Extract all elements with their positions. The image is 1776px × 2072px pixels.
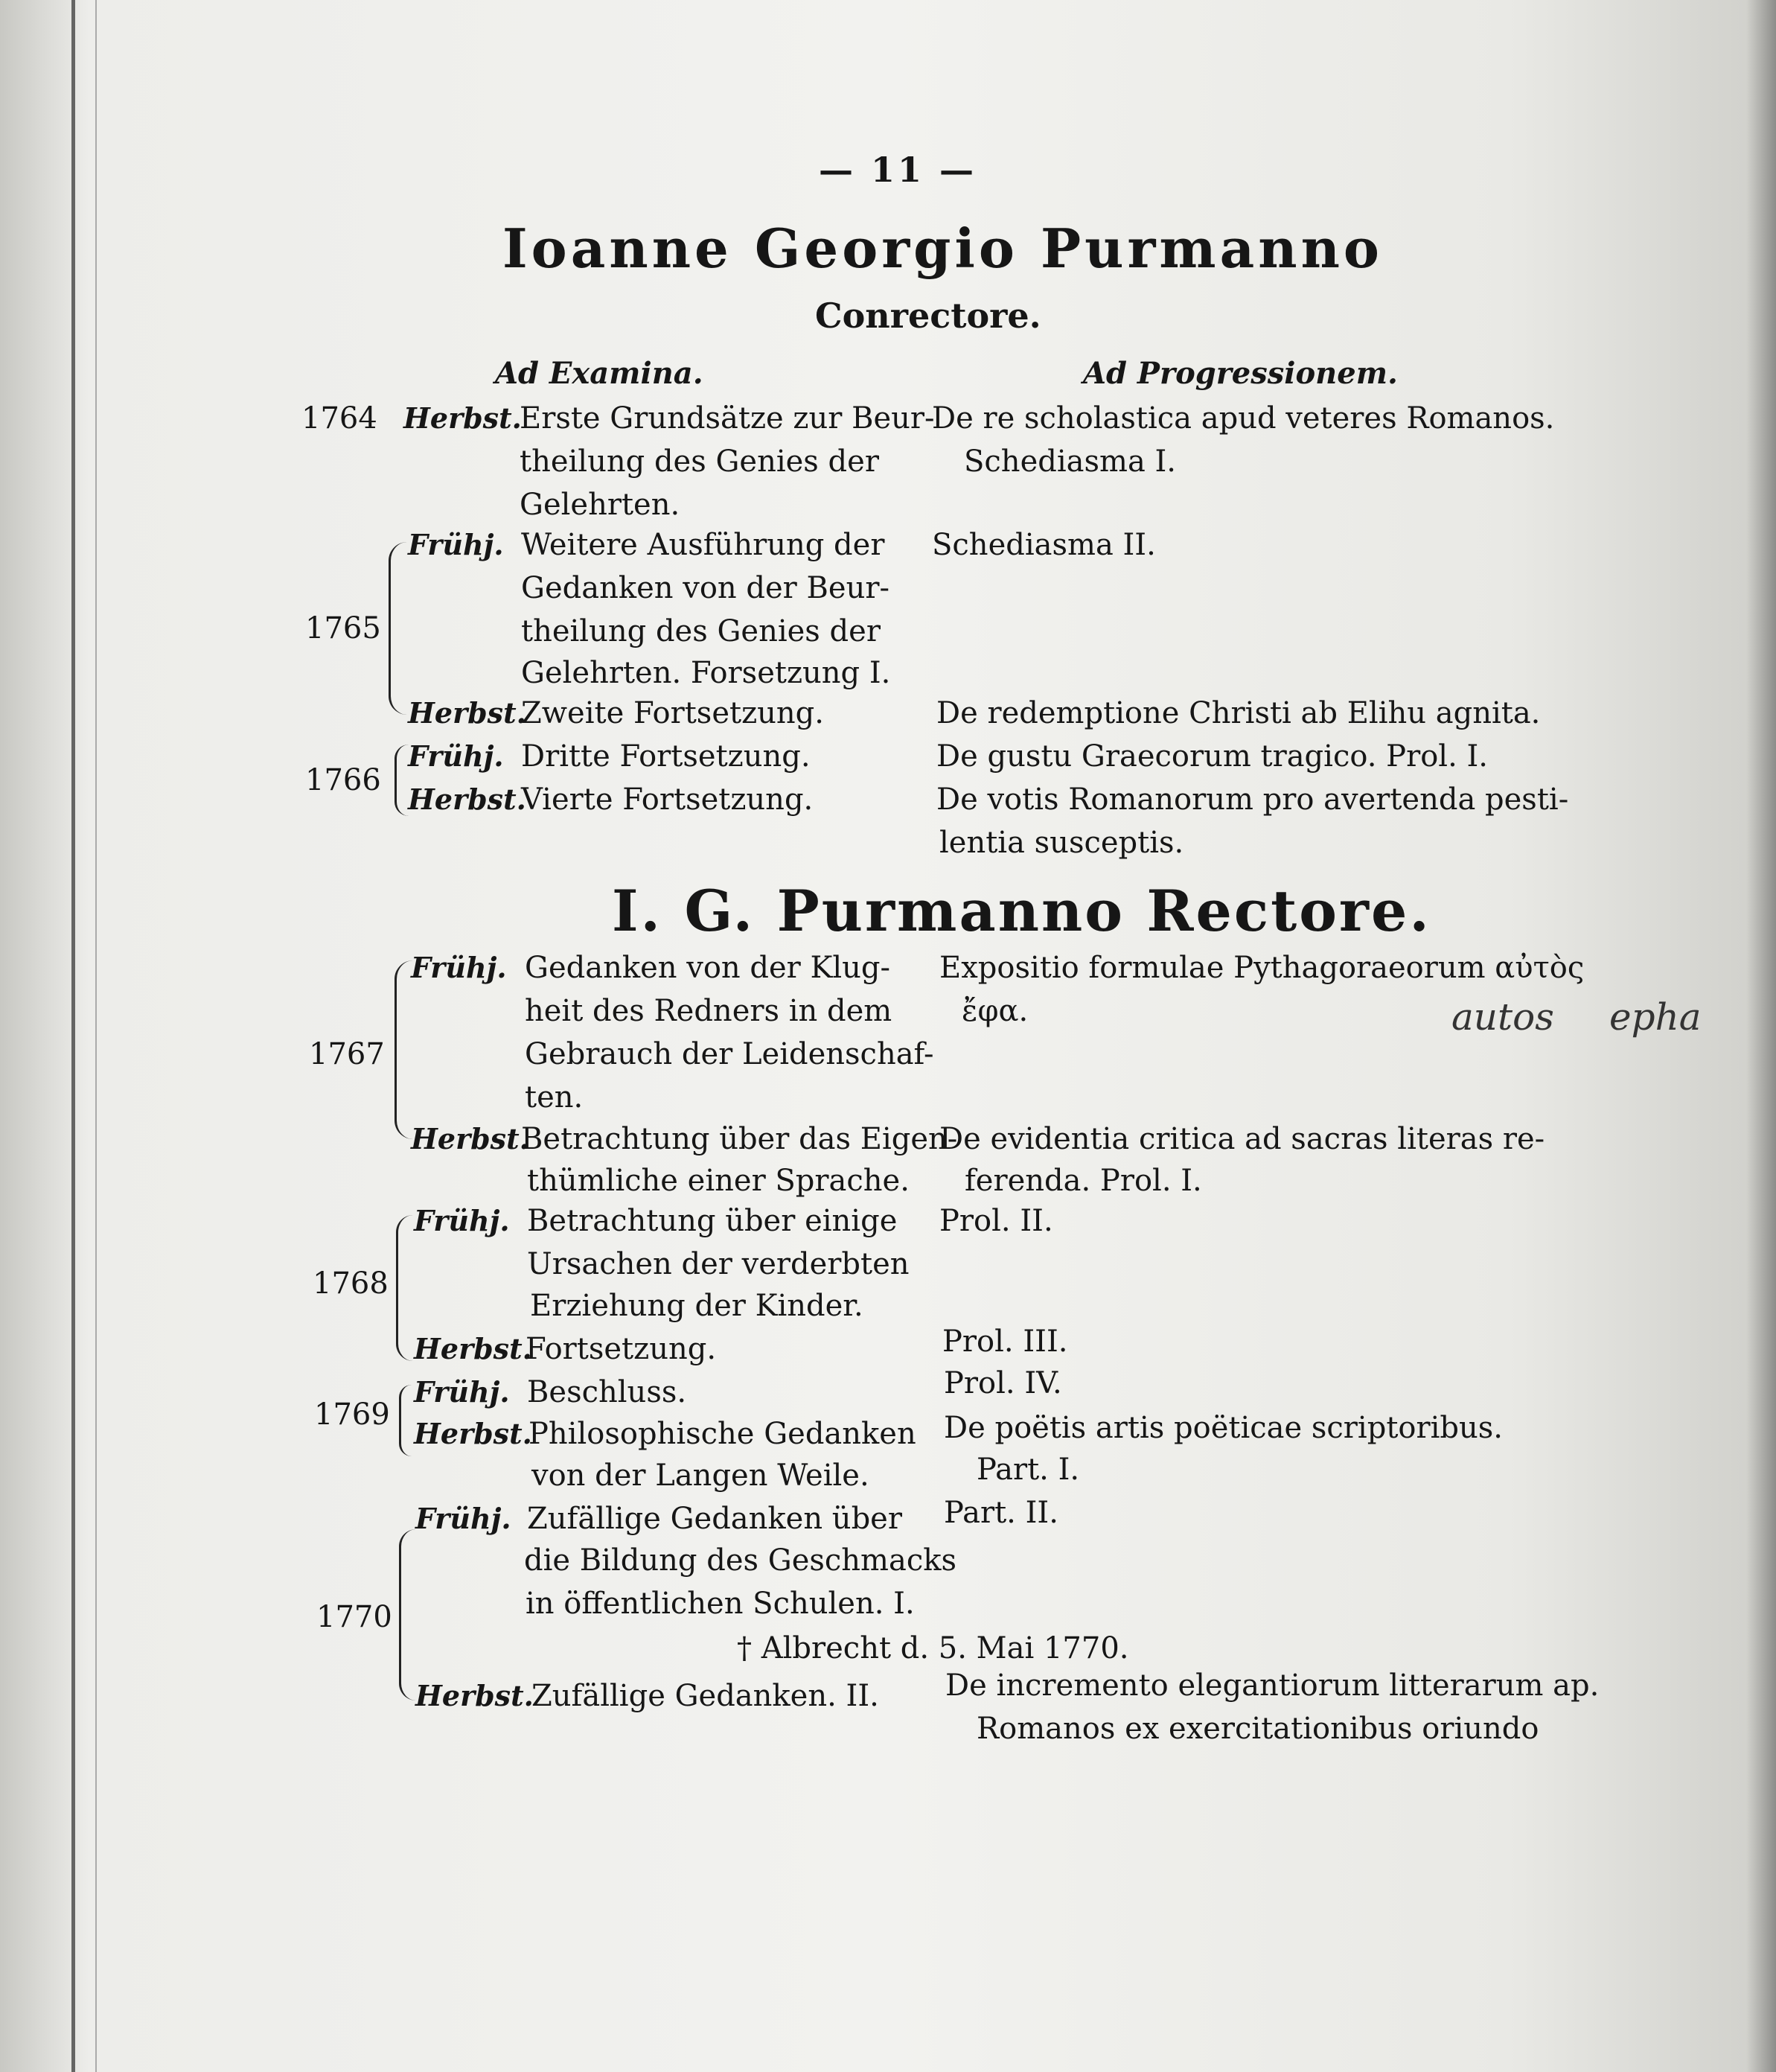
entry-german: heit des Redners in dem: [525, 994, 892, 1028]
entry-german: die Bildung des Geschmacks: [524, 1543, 956, 1578]
entry-german: Gedanken von der Klug-: [525, 951, 891, 985]
season-label: Herbst.: [411, 1122, 529, 1155]
death-note: † Albrecht d. 5. Mai 1770.: [737, 1631, 1129, 1665]
entry-german: Gelehrten. Forsetzung I.: [521, 656, 891, 690]
entry-german: Betrachtung über das Eigen-: [521, 1122, 958, 1156]
season-label: Herbst.: [414, 1332, 532, 1365]
section-subtitle: Conrectore.: [815, 296, 1041, 336]
binding-gutter: [71, 0, 75, 2072]
entry-german: Betrachtung über einige: [527, 1204, 898, 1238]
entry-german: Fortsetzung.: [526, 1332, 717, 1366]
entry-german: ten.: [525, 1080, 584, 1115]
entry-german: Zufällige Gedanken über: [527, 1502, 902, 1536]
entry-latin: lentia susceptis.: [939, 826, 1184, 860]
entry-latin: Part. II.: [944, 1496, 1058, 1530]
brace: [389, 542, 407, 715]
entry-latin: ἔφα.: [962, 994, 1029, 1028]
brace: [399, 1385, 412, 1456]
year-label: 1767: [309, 1037, 385, 1071]
entry-german: thümliche einer Sprache.: [527, 1164, 910, 1198]
section-title: I. G. Purmanno Rectore.: [612, 878, 1431, 944]
season-label: Herbst.: [403, 401, 522, 435]
season-label: Frühj.: [414, 1204, 510, 1237]
brace: [395, 745, 409, 816]
entry-latin: Prol. IV.: [944, 1366, 1062, 1400]
column-heading-right: Ad Progressionem.: [1083, 356, 1398, 391]
entry-latin: ferenda. Prol. I.: [965, 1164, 1202, 1198]
brace: [399, 1529, 416, 1700]
entry-latin: Schediasma II.: [932, 528, 1156, 562]
entry-latin: Schediasma I.: [964, 444, 1177, 479]
season-label: Herbst.: [408, 782, 526, 816]
section-title: Ioanne Georgio Purmanno: [502, 217, 1383, 280]
handwritten-note: autos: [1451, 995, 1554, 1039]
entry-german: Erste Grundsätze zur Beur-: [520, 401, 935, 436]
season-label: Frühj.: [414, 1375, 510, 1409]
entry-german: Zufällige Gedanken. II.: [531, 1679, 879, 1713]
year-label: 1768: [313, 1266, 389, 1301]
year-label: 1769: [314, 1397, 390, 1432]
handwritten-note: epha: [1609, 995, 1702, 1039]
entry-latin: Part. I.: [977, 1453, 1080, 1487]
year-label: 1770: [316, 1600, 392, 1634]
season-label: Herbst.: [414, 1417, 532, 1450]
entry-german: von der Langen Weile.: [531, 1459, 869, 1493]
entry-latin: Expositio formulae Pythagoraeorum αὐτὸς: [939, 951, 1585, 985]
year-label: 1766: [305, 763, 381, 797]
page-edge-shadow: [1746, 0, 1776, 2072]
entry-latin: De gustu Graecorum tragico. Prol. I.: [936, 739, 1489, 774]
entry-german: in öffentlichen Schulen. I.: [526, 1587, 915, 1621]
entry-latin: Romanos ex exercitationibus oriundo: [977, 1712, 1539, 1746]
entry-latin: Prol. III.: [942, 1325, 1068, 1359]
binding-line: [95, 0, 97, 2072]
entry-german: theilung des Genies der: [520, 444, 879, 479]
entry-german: Philosophische Gedanken: [528, 1417, 916, 1451]
entry-german: Beschluss.: [527, 1375, 687, 1409]
year-label: 1764: [301, 401, 377, 436]
entry-latin: De redemptione Christi ab Elihu agnita.: [936, 696, 1541, 730]
entry-latin: De poëtis artis poëticae scriptoribus.: [944, 1411, 1503, 1445]
season-label: Frühj.: [408, 739, 504, 773]
season-label: Frühj.: [408, 528, 504, 561]
entry-german: Ursachen der verderbten: [527, 1247, 910, 1281]
year-label: 1765: [305, 611, 381, 645]
season-label: Herbst.: [415, 1679, 534, 1712]
column-heading-left: Ad Examina.: [495, 356, 703, 391]
entry-latin: De evidentia critica ad sacras literas re-: [939, 1122, 1545, 1156]
entry-latin: De re scholastica apud veteres Romanos.: [932, 401, 1555, 436]
entry-german: Dritte Fortsetzung.: [521, 739, 811, 774]
entry-german: theilung des Genies der: [521, 614, 881, 648]
season-label: Herbst.: [408, 696, 526, 730]
entry-latin: Prol. II.: [939, 1204, 1053, 1238]
brace: [396, 1215, 413, 1361]
entry-german: Zweite Fortsetzung.: [521, 696, 824, 730]
entry-german: Weitere Ausführung der: [521, 528, 885, 562]
entry-german: Gebrauch der Leidenschaf-: [525, 1037, 934, 1071]
entry-german: Gelehrten.: [520, 488, 680, 522]
page-number: — 11 —: [819, 150, 977, 190]
entry-latin: De votis Romanorum pro avertenda pesti-: [936, 782, 1569, 817]
entry-german: Vierte Fortsetzung.: [521, 782, 814, 817]
season-label: Frühj.: [411, 951, 507, 984]
entry-latin: De incremento elegantiorum litterarum ap.: [945, 1668, 1600, 1703]
entry-german: Erziehung der Kinder.: [530, 1289, 863, 1323]
season-label: Frühj.: [415, 1502, 511, 1535]
entry-german: Gedanken von der Beur-: [521, 571, 889, 605]
